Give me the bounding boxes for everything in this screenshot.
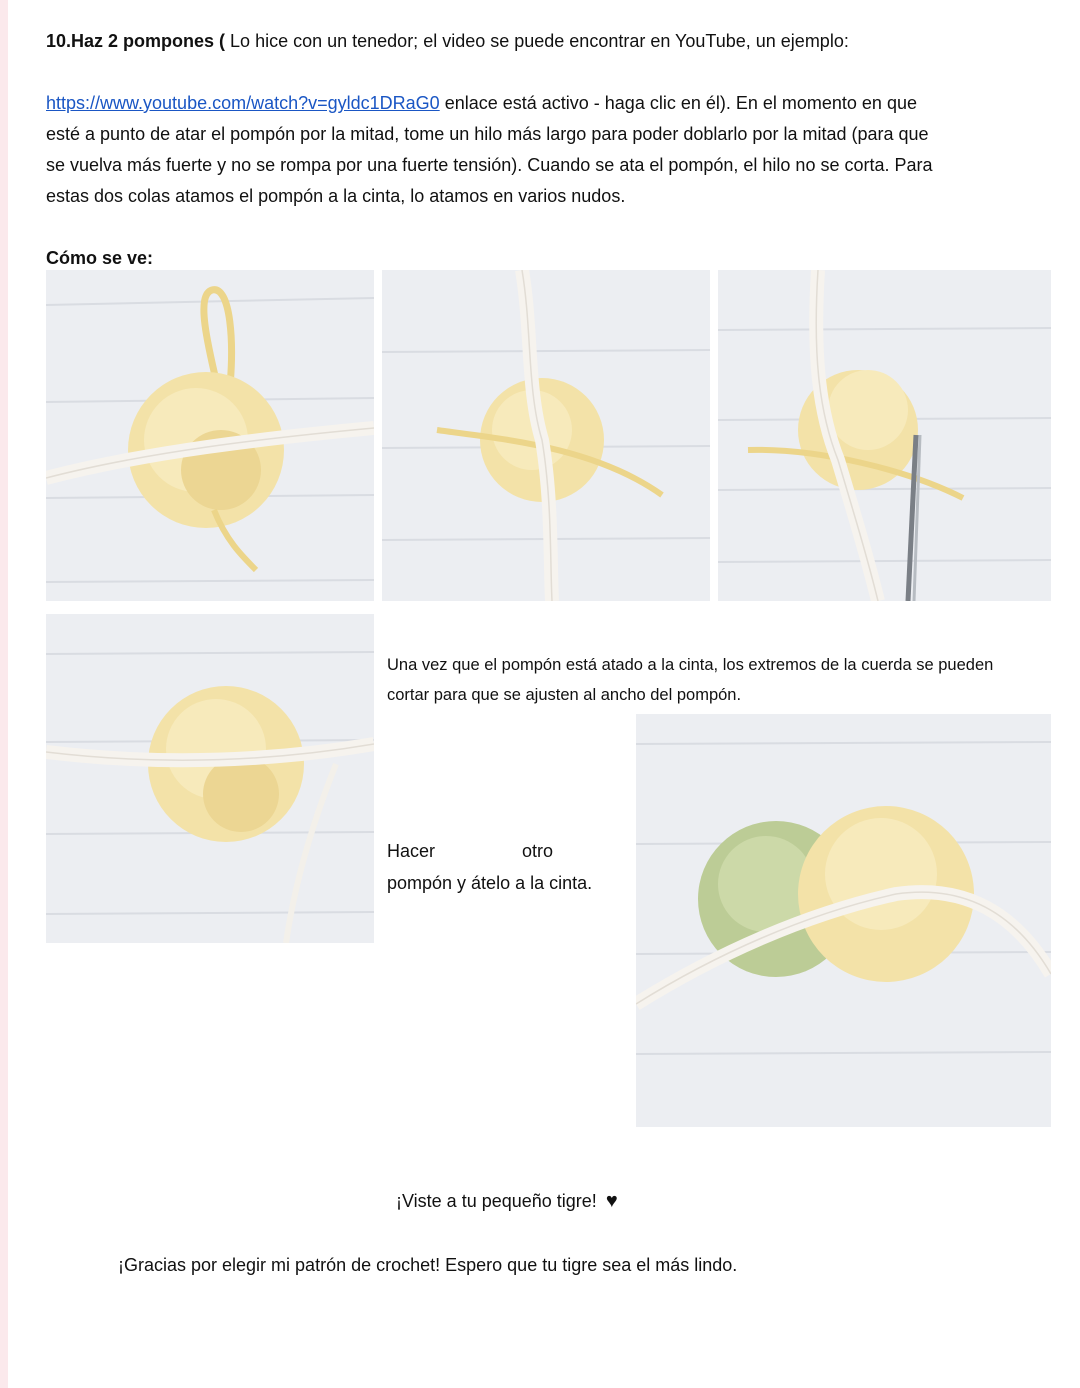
page-left-edge xyxy=(0,0,8,1388)
paragraph-line-1 xyxy=(46,88,917,119)
photo-pompom-loop xyxy=(46,270,374,601)
paragraph-line-4: estas dos colas atamos el pompón a la cinta, lo atamos en varios nudos. xyxy=(46,186,626,206)
caption-cut-line-1: Una vez que el pompón está atado a la cinta, los extremos de la cuerda se pueden xyxy=(387,656,994,674)
youtube-link[interactable]: https://www.youtube.com/watch?v=gyldc1DRaG0 xyxy=(46,93,440,113)
caption-other-word-2: otro xyxy=(522,841,554,861)
step-heading-bold: 10.Haz 2 pompones ( xyxy=(46,31,226,51)
step-heading-rest: Lo hice con un tenedor; el video se puede encontrar en YouTube, un ejemplo: xyxy=(225,31,849,51)
section-label: Cómo se ve: xyxy=(46,248,154,268)
photo-pompom-finished xyxy=(46,614,374,943)
caption-cut-line-2: cortar para que se ajusten al ancho del pompón. xyxy=(387,686,742,704)
photo-pompom-cut xyxy=(718,270,1051,601)
photo-two-pompoms xyxy=(636,714,1051,1127)
heart-icon: ♥ xyxy=(605,1190,618,1212)
closing-dress-text: ¡Viste a tu pequeño tigre! xyxy=(396,1191,597,1211)
paragraph-line-1-rest: enlace está activo - haga clic en él). En el momento en que xyxy=(439,93,917,113)
photo-pompom-tied xyxy=(382,270,710,601)
paragraph-line-3: se vuelva más fuerte y no se rompa por una fuerte tensión). Cuando se ata el pompón, el hilo no se corta. Para xyxy=(46,155,933,175)
caption-other-line-2: pompón y átelo a la cinta. xyxy=(387,873,593,893)
closing-thanks: ¡Gracias por elegir mi patrón de crochet! Espero que tu tigre sea el más lindo. xyxy=(118,1255,738,1275)
caption-other-word-1: Hacer xyxy=(387,841,436,861)
step-heading xyxy=(46,26,849,57)
paragraph-line-2: esté a punto de atar el pompón por la mitad, tome un hilo más largo para poder doblarlo por la mitad (para que xyxy=(46,124,929,144)
closing-dress-line xyxy=(396,1186,618,1217)
